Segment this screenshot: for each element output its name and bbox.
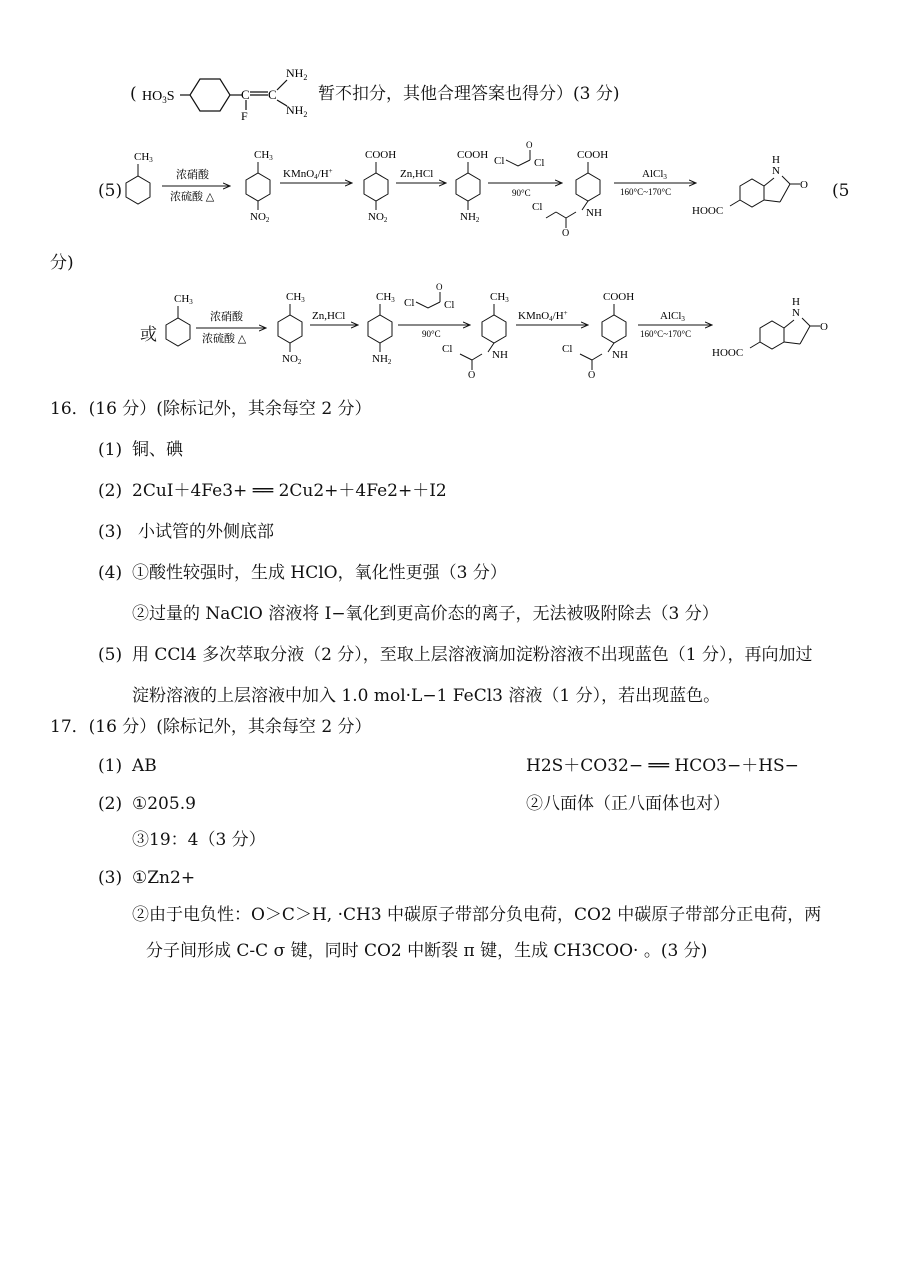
toluene	[126, 151, 153, 204]
svg-text:NO2: NO2	[368, 211, 388, 224]
svg-text:NH: NH	[612, 349, 628, 361]
q17-a1-label: (1)	[98, 756, 123, 776]
r1-above: 浓硝酸	[176, 169, 209, 181]
svg-text:CH3: CH3	[174, 293, 193, 306]
r2-2: Zn,HCl	[312, 310, 346, 322]
q16-a2-label: (2)	[98, 481, 123, 501]
svg-text:NO2: NO2	[250, 211, 270, 224]
svg-text:N: N	[772, 165, 780, 177]
svg-text:NO2: NO2	[282, 353, 302, 366]
p-nitrotoluene	[246, 149, 273, 224]
r2-4: KMnO4/H+	[518, 309, 568, 323]
svg-text:O: O	[800, 179, 808, 191]
top-note-text: 暂不扣分，其他合理答案也得分）(3 分)	[318, 84, 620, 104]
chloroacetyl-chloride	[494, 140, 544, 169]
svg-text:O: O	[820, 321, 828, 333]
svg-text:HOOC: HOOC	[692, 205, 724, 217]
q15-5-score-b: 分)	[50, 253, 74, 273]
r2-1-above: 浓硝酸	[210, 311, 243, 323]
q16-a3-label: (3)	[98, 522, 123, 542]
toluene-2	[166, 293, 193, 346]
p-nitrotoluene-2	[278, 291, 305, 366]
svg-text:O: O	[588, 370, 596, 380]
chloroacetyl-chloride-2	[404, 282, 454, 311]
top-note	[130, 83, 137, 105]
svg-text:CH3: CH3	[286, 291, 305, 304]
svg-text:N: N	[792, 307, 800, 319]
q16-title: 16．(16 分）(除标记外，其余每空 2 分）	[50, 399, 372, 419]
svg-text:O: O	[562, 228, 570, 238]
r4-cond: 90°C	[512, 188, 531, 198]
r2-5-cond: 160°C~170°C	[640, 329, 692, 339]
r2-3-cond: 90°C	[422, 329, 441, 339]
q17-a2-3: ③19：4（3 分）	[132, 830, 266, 850]
svg-text:NH: NH	[492, 349, 508, 361]
or-label: 或	[140, 325, 157, 345]
nh2-a: $NH_2$	[286, 66, 308, 82]
q16-a4-label: (4)	[98, 563, 123, 583]
ho3s-label: $HO_3S$	[142, 89, 175, 105]
svg-text:NH: NH	[586, 207, 602, 219]
svg-text:Cl: Cl	[532, 201, 543, 213]
q17-a3-label: (3)	[98, 868, 123, 888]
q16-a5-line2: 淀粉溶液的上层溶液中加入 1.0 mol·L−1 FeCl3 溶液（1 分），若出现蓝色。	[132, 686, 721, 706]
open-paren: (	[130, 84, 137, 104]
svg-text:O: O	[526, 140, 533, 150]
svg-text:COOH: COOH	[603, 291, 635, 303]
route1-scheme	[120, 138, 830, 238]
q16-a4-2: ②过量的 NaClO 溶液将 I−氧化到更高价态的离子，无法被吸附除去（3 分）	[132, 604, 719, 624]
svg-text:CH3: CH3	[134, 151, 153, 164]
r2-5-reagent: AlCl3	[660, 310, 685, 323]
q15-5-label: (5)	[98, 181, 123, 201]
svg-text:Cl: Cl	[562, 343, 573, 355]
svg-text:Cl: Cl	[534, 157, 545, 169]
svg-text:NH2: NH2	[460, 211, 480, 224]
r1-below: 浓硫酸 △	[170, 191, 215, 203]
q17-title: 17．(16 分）(除标记外，其余每空 2 分）	[50, 717, 372, 737]
top-structure	[140, 62, 320, 122]
p-nitrobenzoic-acid	[364, 149, 396, 224]
q17-a3-2-line2: 分子间形成 C-C σ 键，同时 CO2 中断裂 π 键，生成 CH3COO· 。(3 分)	[146, 941, 708, 961]
q16-a5-line1: 用 CCl4 多次萃取分液（2 分），至取上层溶液滴加淀粉溶液不出现蓝色（1 分），再向加过	[132, 645, 813, 665]
r5-reagent: AlCl3	[642, 168, 667, 181]
svg-text:CH3: CH3	[376, 291, 395, 304]
q16-a5-label: (5)	[98, 645, 123, 665]
svg-text:Cl: Cl	[442, 343, 453, 355]
svg-text:Cl: Cl	[494, 155, 505, 167]
svg-text:H: H	[792, 296, 800, 308]
q16-a1: 铜、碘	[132, 440, 183, 460]
f-label: F	[241, 109, 248, 122]
svg-text:H: H	[772, 154, 780, 166]
r2: KMnO4/H+	[283, 167, 333, 181]
q17-a1: AB	[132, 756, 157, 776]
route2-scheme	[160, 280, 850, 380]
q17-a3-2-line1: ②由于电负性：O＞C＞H, ·CH3 中碳原子带部分负电荷，CO2 中碳原子带部分正电荷，两	[132, 905, 822, 925]
r2-1-below: 浓硫酸 △	[202, 333, 247, 345]
svg-text:NH2: NH2	[372, 353, 392, 366]
p-toluidine	[368, 291, 395, 366]
svg-text:Cl: Cl	[444, 299, 455, 311]
nh2-b: $NH_2$	[286, 103, 308, 119]
q16-a1-label: (1)	[98, 440, 123, 460]
chloroacetamido-benzoic-acid-2	[562, 291, 634, 380]
r5-cond: 160°C~170°C	[620, 187, 672, 197]
svg-text:CH3: CH3	[254, 149, 273, 162]
q17-a2-label: (2)	[98, 794, 123, 814]
p-aminobenzoic-acid	[456, 149, 488, 224]
q17-a2-2: ②八面体（正八面体也对）	[526, 794, 730, 814]
svg-text:O: O	[468, 370, 476, 380]
oxindole-product	[692, 154, 808, 217]
svg-text:HOOC: HOOC	[712, 347, 744, 359]
svg-text:C: C	[241, 87, 250, 102]
q16-a3: 小试管的外侧底部	[138, 522, 274, 542]
q15-5-score-a: (5	[832, 181, 850, 201]
svg-text:Cl: Cl	[404, 297, 415, 309]
oxindole-product-2	[712, 296, 828, 359]
r3: Zn,HCl	[400, 168, 434, 180]
q17-a1-eq: H2S＋CO32− ══ HCO3−＋HS−	[526, 756, 799, 776]
q16-a4-1: ①酸性较强时，生成 HClO，氧化性更强（3 分）	[132, 563, 507, 583]
svg-text:COOH: COOH	[365, 149, 397, 161]
q17-a3-1: ①Zn2+	[132, 868, 196, 888]
q17-a2-1: ①205.9	[132, 794, 196, 814]
q16-a2: 2CuI＋4Fe3+ ══ 2Cu2+＋4Fe2+＋I2	[132, 481, 447, 501]
svg-text:CH3: CH3	[490, 291, 509, 304]
svg-text:COOH: COOH	[457, 149, 489, 161]
svg-text:O: O	[436, 282, 443, 292]
svg-text:COOH: COOH	[577, 149, 609, 161]
svg-text:C: C	[268, 87, 277, 102]
